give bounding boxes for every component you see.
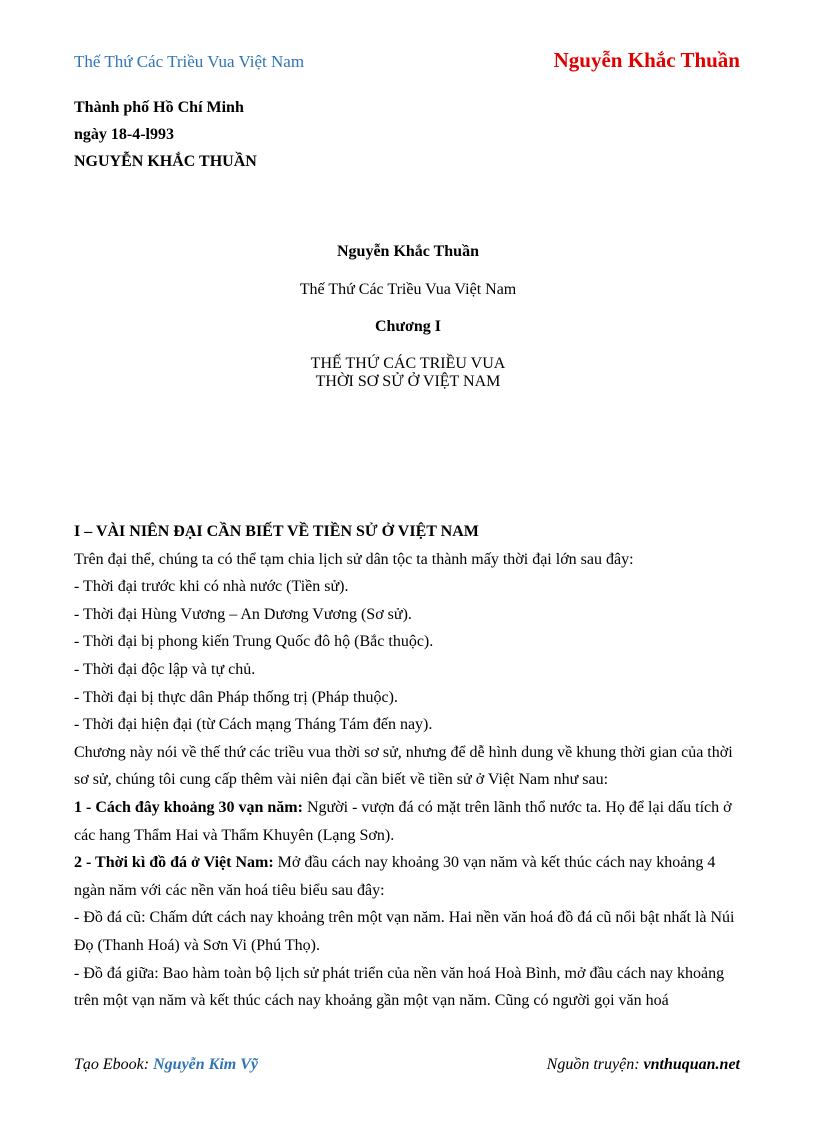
chapter-label: Chương I xyxy=(374,318,442,335)
item-2-label: 2 - Thời kì đồ đá ở Việt Nam: xyxy=(74,854,274,872)
footer-ebook-sep: : xyxy=(143,1056,154,1073)
title-author: Nguyễn Khắc Thuần xyxy=(337,243,479,260)
item-1 xyxy=(74,794,742,849)
footer-source-sep: : xyxy=(634,1056,644,1073)
signature-date: ngày 18-4-l993 xyxy=(74,126,174,143)
footer-source-site: vnthuquan.net xyxy=(643,1056,740,1073)
header-author: Nguyễn Khắc Thuần xyxy=(553,48,740,72)
item-1-label: 1 - Cách đây khoảng 30 vạn năm: xyxy=(74,798,303,816)
section-title: I – VÀI NIÊN ĐẠI CẦN BIẾT VỀ TIỀN SỬ Ở VIỆT NAM xyxy=(74,523,479,540)
era-item: - Thời đại bị phong kiến Trung Quốc đô hộ (Bắc thuộc). xyxy=(74,633,434,651)
item-2-text: Mở đầu cách nay khoảng 30 vạn năm và kết thúc cách nay khoảng 4 ngàn năm với các nền văn hoá tiêu biểu sau đây: xyxy=(74,854,716,899)
paleolithic-paragraph: - Đồ đá cũ: Chấm dứt cách nay khoảng trên một vạn năm. Hai nền văn hoá đồ đá cũ nổi bật nhất là Núi Đọ (Thanh Hoá) và Sơn Vi (Phú Thọ). xyxy=(74,909,735,954)
chapter-note: Chương này nói về thế thứ các triều vua thời sơ sử, nhưng để dễ hình dung về khung thời gian của thời sơ sử, chúng tôi cung cấp thêm vài niên đại cần biết về tiền sử ở Việt Nam như sau: xyxy=(74,743,733,789)
footer-ebook-credit xyxy=(74,1056,258,1074)
chapter-heading-line1: THẾ THỨ CÁC TRIỀU VUA xyxy=(310,355,506,372)
signature-block xyxy=(74,94,257,175)
header-book-title: Thế Thứ Các Triều Vua Việt Nam xyxy=(74,52,305,71)
item-1-text: Người - vượn đá có mặt trên lãnh thổ nước ta. Họ để lại dấu tích ở các hang Thẩm Hai và Thẩm Khuyên (Lạng Sơn). xyxy=(74,798,732,844)
era-item: - Thời đại bị thực dân Pháp thống trị (Pháp thuộc). xyxy=(74,688,398,706)
era-item: - Thời đại hiện đại (từ Cách mạng Tháng Tám đến nay). xyxy=(74,716,433,734)
body-text xyxy=(74,518,742,1015)
chapter-heading-line2: THỜI SƠ SỬ Ở VIỆT NAM xyxy=(315,373,501,390)
intro-paragraph: Trên đại thể, chúng ta có thể tạm chia lịch sử dân tộc ta thành mấy thời đại lớn sau đây: xyxy=(74,550,634,568)
era-item: - Thời đại Hùng Vương – An Dương Vương (Sơ sử). xyxy=(74,605,412,623)
footer-ebook-name: Nguyễn Kim Vỹ xyxy=(153,1056,258,1073)
footer-source xyxy=(547,1056,740,1074)
mesolithic-paragraph: - Đồ đá giữa: Bao hàm toàn bộ lịch sử phát triển của nền văn hoá Hoà Bình, mở đầu cách nay khoảng trên một vạn năm và kết thúc cách nay khoảng gần một vạn năm. Cũng có người gọi văn hoá xyxy=(74,964,725,1010)
footer-source-label: Nguồn truyện xyxy=(546,1056,635,1073)
signature-city: Thành phố Hồ Chí Minh xyxy=(74,99,244,116)
item-2 xyxy=(74,849,742,904)
title-book: Thế Thứ Các Triều Vua Việt Nam xyxy=(299,281,517,298)
signature-name: NGUYỄN KHẮC THUẦN xyxy=(74,153,257,170)
footer-ebook-label: Tạo Ebook xyxy=(74,1056,144,1073)
chapter-heading xyxy=(0,355,816,391)
era-item: - Thời đại trước khi có nhà nước (Tiền sử). xyxy=(74,578,349,596)
era-item: - Thời đại độc lập và tự chủ. xyxy=(74,660,256,678)
